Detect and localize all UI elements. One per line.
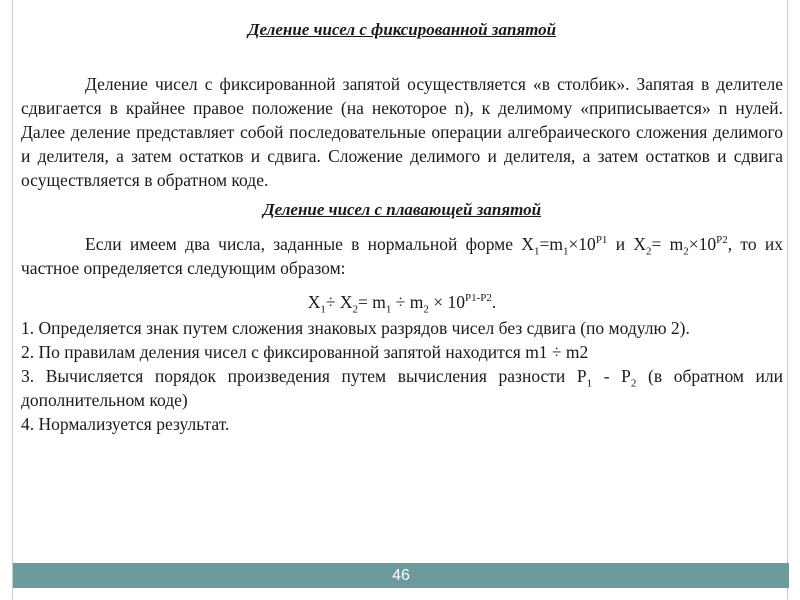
slide-content <box>21 18 783 436</box>
footer-bar <box>13 563 789 588</box>
step-2: 2. По правилам деления чисел с фиксированной запятой находится m1 ÷ m2 <box>21 342 589 362</box>
paragraph-floating-point: Если имеем два числа, заданные в нормальной форме $X_1=m_1\times 10^{P1}$ и $X_2= m_2\times 10^{P2}$, то их частное определяется следующим образом: <box>21 234 783 278</box>
division-formula: $X_1\div X_2= m_1 \div m_2 \times 10^{P1-P2}$. <box>307 292 497 316</box>
heading-fixed-point-division: Деление чисел с фиксированной запятой <box>247 20 557 39</box>
heading-floating-point-division: Деление чисел с плавающей запятой <box>262 200 542 219</box>
paragraph-fixed-point: Деление чисел с фиксированной запятой осуществляется «в столбик». Запятая в делителе сдвигается в крайнее правое положение (на некоторое n), к делимому «приписывается» n нулей. Далее деление представляет собой последовательные операции алгебраического сложения делимого и делителя, а затем остатков и сдвига. Сложение делимого и делителя, а затем остатков и сдвига осуществляется в обратном коде. <box>21 74 783 190</box>
step-1: 1. Определяется знак путем сложения знаковых разрядов чисел без сдвига (по модулю 2). <box>21 318 690 338</box>
step-3: 3. Вычисляется порядок произведения путем вычисления разности $P_1 - P_2$ (в обратном или дополнительном коде) <box>21 366 784 410</box>
step-4: 4. Нормализуется результат. <box>21 414 230 434</box>
page-number: 46 <box>392 567 410 584</box>
slide <box>12 0 788 600</box>
